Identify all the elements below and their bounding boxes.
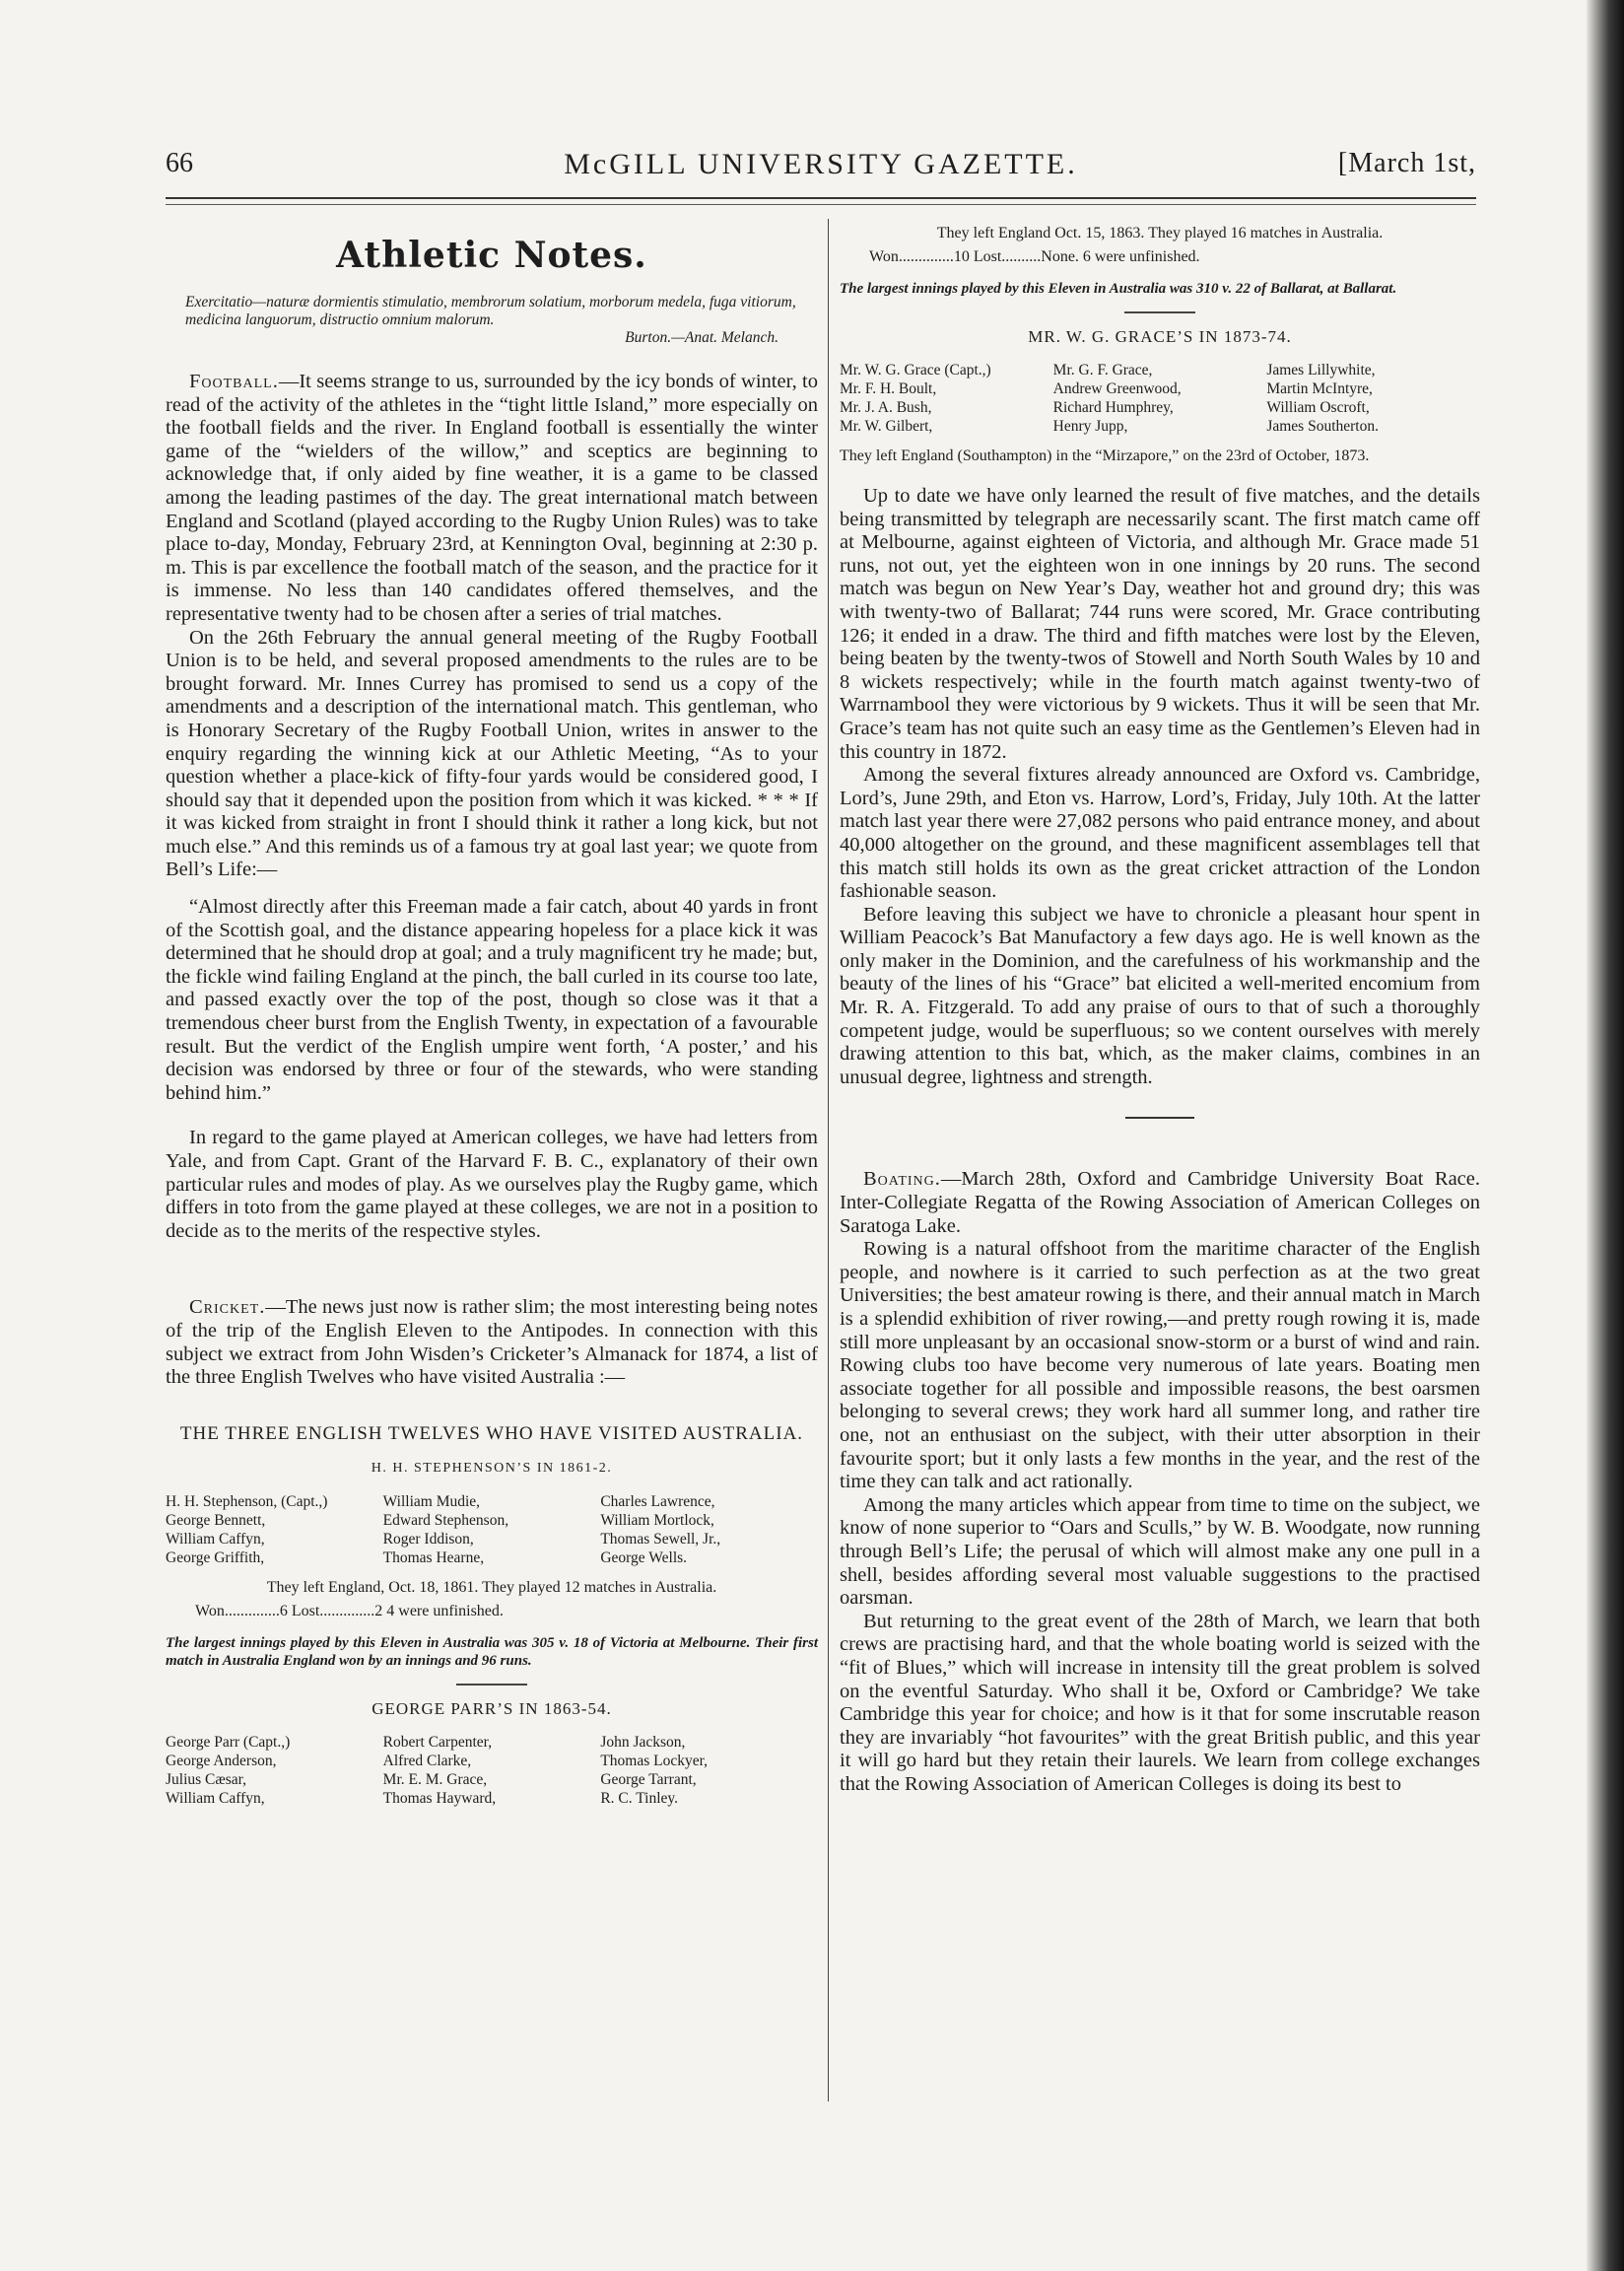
parr-departure: They left England Oct. 15, 1863. They played 16 matches in Australia.	[936, 225, 1384, 241]
roster-row	[840, 398, 1480, 417]
player-name: Mr. J. A. Bush,	[840, 399, 932, 416]
player-name: Andrew Greenwood,	[1052, 380, 1182, 397]
player-name: William Caffyn,	[166, 1789, 265, 1807]
running-header	[166, 148, 1476, 187]
roster-row	[166, 1548, 818, 1567]
header-rule	[166, 197, 1476, 205]
stephenson-record: Won..............6 Lost..............2 4 were unfinished.	[195, 1602, 504, 1619]
player-name: George Tarrant,	[600, 1770, 697, 1788]
roster-row	[166, 1492, 818, 1511]
football-quote: “Almost directly after this Freeman made a fair catch, about 40 yards in front of the Scottish goal, and the distance appearing hopeless for a place kick it was determined that he should drop at goal; and a truly magnificent try he made; but, the fickle wind failing England at the pinch, the ball curled in its course too late, and passed exactly over the top of the post, though so close was it that a tremendous cheer burst from the English Twenty, in expectation of a favourable result. But the verdict of the English umpire went forth, ‘A poster,’ and his decision was endorsed by three or four of the stewards, who were standing behind him.”	[166, 896, 818, 1104]
grace-departure: They left England (Southampton) in the “Mirzapore,” on the 23rd of October, 1873.	[840, 447, 1370, 464]
player-name: James Southerton.	[1266, 418, 1379, 435]
player-name: Edward Stephenson,	[382, 1511, 509, 1529]
roster-row	[166, 1789, 818, 1808]
player-name: Thomas Lockyer,	[600, 1752, 709, 1769]
cricket-lead: Cricket.	[189, 1296, 266, 1319]
player-name: Mr. G. F. Grace,	[1052, 362, 1153, 378]
player-name: Mr. F. H. Boult,	[840, 380, 937, 397]
boating-paragraph-4: But returning to the great event of the 28th of March, we learn that both crews are practising hard, and that the whole boating world is seized with the “fit of Blues,” which will increase in intensity till the great problem is solved on the eventful Saturday. Who shall it be, Oxford or Cambridge? We take Cambridge this year for choice; and how is it that for some inscrutable reason they are invariably “hot favourites” with the great British public, and this year it will go hard but they retain their laurels. We learn from college exchanges that the Rowing Association of American Colleges is doing its best to	[840, 1610, 1480, 1795]
column-divider	[828, 219, 829, 2101]
publication-title: McGILL UNIVERSITY GAZETTE.	[564, 148, 1078, 180]
player-name: William Oscroft,	[1266, 399, 1370, 416]
left-column	[166, 219, 818, 1820]
roster-row	[840, 379, 1480, 398]
player-name: James Lillywhite,	[1266, 362, 1376, 378]
epigraph	[185, 294, 818, 347]
player-name: William Caffyn,	[166, 1530, 265, 1548]
separator-rule	[1124, 311, 1195, 313]
grace-paragraph-3: Before leaving this subject we have to chronicle a pleasant hour spent in William Peacock’s Bat Manufactory a few days ago. He is well known as the only maker in the Dominion, and the carefulness of his workmanship and the beauty of the lines of his “Grace” bat elicited a well-merited encomium from Mr. R. A. Fitzgerald. To add any praise of ours to that of such a thoroughly competent judge, would be superfluous; so we content ourselves with merely drawing attention to this bat, which, as the maker claims, combines in an unusual degree, lightness and strength.	[840, 903, 1480, 1088]
football-lead: Football.	[189, 371, 279, 392]
grace-roster	[840, 361, 1480, 436]
epigraph-source: Burton.—Anat. Melanch.	[625, 329, 778, 346]
boating-paragraph-3: Among the many articles which appear from time to time on the subject, we know of none superior to “Oars and Sculls,” by W. B. Woodgate, now running through Bell’s Life; the perusal of which will almost make any one pull in a shell, besides affording several most valuable suggestions to the practised oarsman.	[840, 1493, 1480, 1610]
stephenson-roster	[166, 1492, 818, 1567]
football-paragraph-2: On the 26th February the annual general meeting of the Rugby Football Union is to be held, and several proposed amendments to the rules are to be brought forward. Mr. Innes Currey has promised to send us a copy of the amendments and a description of the international match. This gentleman, who is Honorary Secretary of the Rugby Football Union, writes in answer to the enquiry regarding the winning kick at our Athletic Meeting, “As to your question whether a place-kick of fifty-four yards would be considered good, I should say that it depended upon the position from which it was kicked. * * * If it was kicked from straight in front I should think it rather a long kick, but not much else.” And this reminds us of a famous try at goal last year; we quote from Bell’s Life:—	[166, 626, 818, 881]
player-name: Robert Carpenter,	[382, 1733, 493, 1751]
stephenson-table	[166, 1492, 818, 1567]
roster-row	[166, 1770, 818, 1789]
player-name: Thomas Sewell, Jr.,	[600, 1530, 721, 1548]
player-name: Charles Lawrence,	[600, 1492, 715, 1510]
boating-paragraph-2: Rowing is a natural offshoot from the maritime character of the English people, and nowhere is it carried to such perfection as at the two great Universities; the best amateur rowing is there, and their annual match in March is a splendid exhibition of river rowing,—and pretty rough rowing it is, made still more unpleasant by an occasional snow-storm or a burst of wind and rain. Rowing clubs too have become very numerous of late years. Boating men associate together for all possible and impossible reasons, the best oarsmen belonging to several crews; they work hard all summer long, and rather tire one, not an enthusiast on the subject, with their utter absorption in their favourite sport; but it only lasts a few months in the year, and the rest of the time they can talk and act rationally.	[840, 1238, 1480, 1493]
parr-roster	[166, 1733, 818, 1808]
player-name: William Mudie,	[382, 1492, 481, 1510]
epigraph-text: Exercitatio—naturæ dormientis stimulatio, membrorum solatium, morborum medela, fuga vitiorum, medicina languorum, distructio omnium malorum.	[185, 294, 796, 328]
issue-date: [March 1st,	[1337, 148, 1476, 178]
player-name: Martin McIntyre,	[1266, 380, 1373, 397]
player-name: Mr. W. Gilbert,	[840, 418, 933, 435]
section-title: Athletic Notes.	[336, 235, 647, 276]
stephenson-title: H. H. STEPHENSON’S IN 1861-2.	[371, 1460, 613, 1476]
player-name: George Parr (Capt.,)	[166, 1733, 291, 1751]
separator-rule	[456, 1684, 527, 1686]
player-name: George Griffith,	[166, 1548, 265, 1566]
parr-record: Won..............10 Lost..........None. 6 were unfinished.	[869, 248, 1200, 265]
roster-row	[166, 1752, 818, 1770]
player-name: Richard Humphrey,	[1052, 399, 1174, 416]
boating-lead: Boating.	[863, 1168, 941, 1191]
player-name: George Bennett,	[166, 1511, 266, 1529]
cricket-paragraph: Cricket.—The news just now is rather slim; the most interesting being notes of the trip of the English Eleven to the Antipodes. In connection with this subject we extract from John Wisden’s Cricketer’s Almanack for 1874, a list of the three English Twelves who have visited Australia :—	[166, 1296, 818, 1389]
player-name: Alfred Clarke,	[382, 1752, 472, 1769]
grace-table	[840, 361, 1480, 436]
grace-paragraph-1: Up to date we have only learned the result of five matches, and the details being transmitted by telegraph are necessarily scant. The first match came off at Melbourne, against eighteen of Victoria, and although Mr. Grace made 51 runs, not out, yet the eighteen won in one innings by 20 runs. The second match was begun on New Year’s Day, weather hot and ground dry; this was with twenty-two of Ballarat; 744 runs were scored, Mr. Grace contributing 126; it ended in a draw. The third and fifth matches were lost by the Eleven, being beaten by the twenty-twos of Stowell and North South Wales by 10 and 8 wickets respectively; while in the fourth match against twenty-two of Warrnambool they were victorious by 9 wickets. Thus it will be seen that Mr. Grace’s team has not quite such an easy time as the Gentlemen’s Eleven had in this country in 1872.	[840, 485, 1480, 763]
player-name: Henry Jupp,	[1052, 418, 1128, 435]
player-name: Mr. E. M. Grace,	[382, 1770, 488, 1788]
player-name: William Mortlock,	[600, 1511, 714, 1529]
player-name: Thomas Hearne,	[382, 1548, 485, 1566]
stephenson-departure: They left England, Oct. 18, 1861. They played 12 matches in Australia.	[266, 1578, 717, 1596]
twelves-heading: THE THREE ENGLISH TWELVES WHO HAVE VISITED AUSTRALIA.	[179, 1422, 804, 1444]
boating-paragraph-1: Boating.—March 28th, Oxford and Cambridge University Boat Race. Inter-Collegiate Regatta of the Rowing Association of American Colleges on Saratoga Lake.	[840, 1168, 1480, 1237]
player-name: Roger Iddison,	[382, 1530, 474, 1548]
player-name: George Wells.	[600, 1548, 688, 1566]
football-paragraph-3: In regard to the game played at American colleges, we have had letters from Yale, and from Capt. Grant of the Harvard F. B. C., explanatory of their own particular rules and modes of play. As we ourselves play the Rugby game, which differs in toto from the game played at these colleges, we are not in a position to decide as to the merits of the respective styles.	[166, 1127, 818, 1242]
stephenson-note: The largest innings played by this Eleven in Australia was 305 v. 18 of Victoria at Melbourne. Their first match in Australia England won by an innings and 96 runs.	[166, 1634, 818, 1669]
right-column	[840, 219, 1480, 1796]
page-edge-shadow	[1587, 0, 1624, 2271]
player-name: Thomas Hayward,	[382, 1789, 497, 1807]
roster-row	[166, 1733, 818, 1752]
player-name: Mr. W. G. Grace (Capt.,)	[840, 362, 991, 378]
player-name: Julius Cæsar,	[166, 1770, 247, 1788]
roster-row	[840, 417, 1480, 436]
roster-row	[840, 361, 1480, 379]
player-name: H. H. Stephenson, (Capt.,)	[166, 1492, 328, 1510]
player-name: John Jackson,	[600, 1733, 686, 1751]
parr-table	[166, 1733, 818, 1808]
roster-row	[166, 1511, 818, 1530]
page-number: 66	[166, 148, 193, 178]
roster-row	[166, 1530, 818, 1548]
player-name: R. C. Tinley.	[600, 1789, 678, 1807]
parr-title: GEORGE PARR’S IN 1863-54.	[372, 1698, 612, 1718]
grace-paragraph-2: Among the several fixtures already announced are Oxford vs. Cambridge, Lord’s, June 29th, and Eton vs. Harrow, Lord’s, Friday, July 10th. At the latter match last year there were 27,082 persons who paid entrance money, and about 40,000 altogether on the ground, and these magnificent assemblages tell that this match still holds its own as the great cricket attraction of the London fashionable season.	[840, 764, 1480, 903]
grace-title: MR. W. G. GRACE’S IN 1873-74.	[1028, 327, 1292, 346]
parr-note: The largest innings played by this Eleven in Australia was 310 v. 22 of Ballarat, at Ballarat.	[840, 281, 1397, 297]
football-paragraph-1: Football.—It seems strange to us, surrounded by the icy bonds of winter, to read of the activity of the athletes in the “tight little Island,” more especially on the football fields and the river. In England football is essentially the winter game of the “wielders of the willow,” and sceptics are beginning to acknowledge that, if only aided by fine weather, it is a game to be classed among the leading pastimes of the day. The great international match between England and Scotland (played according to the Rugby Union Rules) was to take place to-day, Monday, February 23rd, at Kennington Oval, beginning at 2:30 p. m. This is par excellence the football match of the season, and the practice for it is immense. No less than 140 candidates offered themselves, and the representative twenty had to be chosen after a series of trial matches.	[166, 371, 818, 625]
separator-rule	[1125, 1117, 1194, 1119]
player-name: George Anderson,	[166, 1752, 277, 1769]
